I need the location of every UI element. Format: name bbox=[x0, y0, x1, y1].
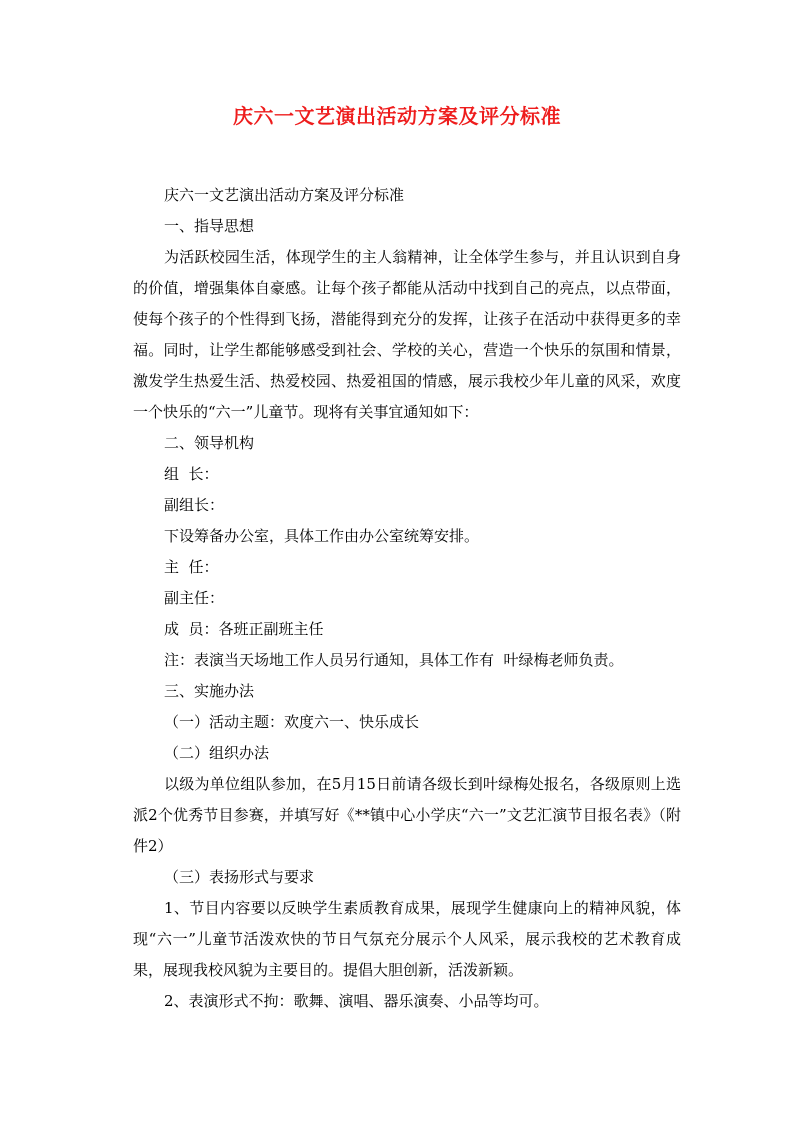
paragraph-program-content: 1、节目内容要以反映学生素质教育成果，展现学生健康向上的精神风貌，体现“六一”儿童节活泼欢快的节日气氛充分展示个人风采，展示我校的艺术教育成果，展现我校风貌为主要目的。提倡大胆创新，活泼新颖。 bbox=[133, 899, 681, 979]
deputy-director-line: 副主任： bbox=[164, 589, 225, 607]
subtitle-paragraph: 庆六一文艺演出活动方案及评分标准 bbox=[164, 186, 405, 204]
leader-line: 组 长： bbox=[164, 465, 219, 483]
activity-theme-line: （一）活动主题：欢度六一、快乐成长 bbox=[164, 713, 420, 731]
section-heading-implementation: 三、实施办法 bbox=[164, 682, 255, 700]
section-heading-leadership: 二、领导机构 bbox=[164, 434, 255, 452]
section-heading-guiding-ideology: 一、指导思想 bbox=[164, 217, 255, 235]
document-body bbox=[133, 180, 681, 1017]
organization-heading: （二）组织办法 bbox=[164, 744, 270, 762]
note-line: 注：表演当天场地工作人员另行通知，具体工作有 叶绿梅老师负责。 bbox=[164, 651, 624, 669]
paragraph-guiding-ideology: 为活跃校园生活，体现学生的主人翁精神，让全体学生参与，并且认识到自身的价值，增强集体自豪感。让每个孩子都能从活动中找到自己的亮点，以点带面，使每个孩子的个性得到飞扬，潜能得到充分的发挥，让孩子在活动中获得更多的幸福。同时，让学生都能够感受到社会、学校的关心，营造一个快乐的氛围和情景，激发学生热爱生活、热爱校园、热爱祖国的情感，展示我校少年儿童的风采，欢度一个快乐的“六一”儿童节。现将有关事宜通知如下： bbox=[133, 248, 681, 421]
paragraph-performance-forms: 2、表演形式不拘：歌舞、演唱、器乐演奏、小品等均可。 bbox=[164, 992, 549, 1010]
members-line: 成 员：各班正副班主任 bbox=[164, 620, 324, 638]
director-line: 主 任： bbox=[164, 558, 219, 576]
paragraph-organization: 以级为单位组队参加，在5月15日前请各级长到叶绿梅处报名，各级原则上选派2个优秀节目参赛，并填写好《**镇中心小学庆“六一”文艺汇演节目报名表》（附件2） bbox=[133, 775, 681, 855]
commendation-heading: （三）表扬形式与要求 bbox=[164, 868, 315, 886]
document-title: 庆六一文艺演出活动方案及评分标准 bbox=[233, 104, 561, 128]
office-line: 下设筹备办公室，具体工作由办公室统筹安排。 bbox=[164, 527, 480, 545]
deputy-leader-line: 副组长： bbox=[164, 496, 225, 514]
